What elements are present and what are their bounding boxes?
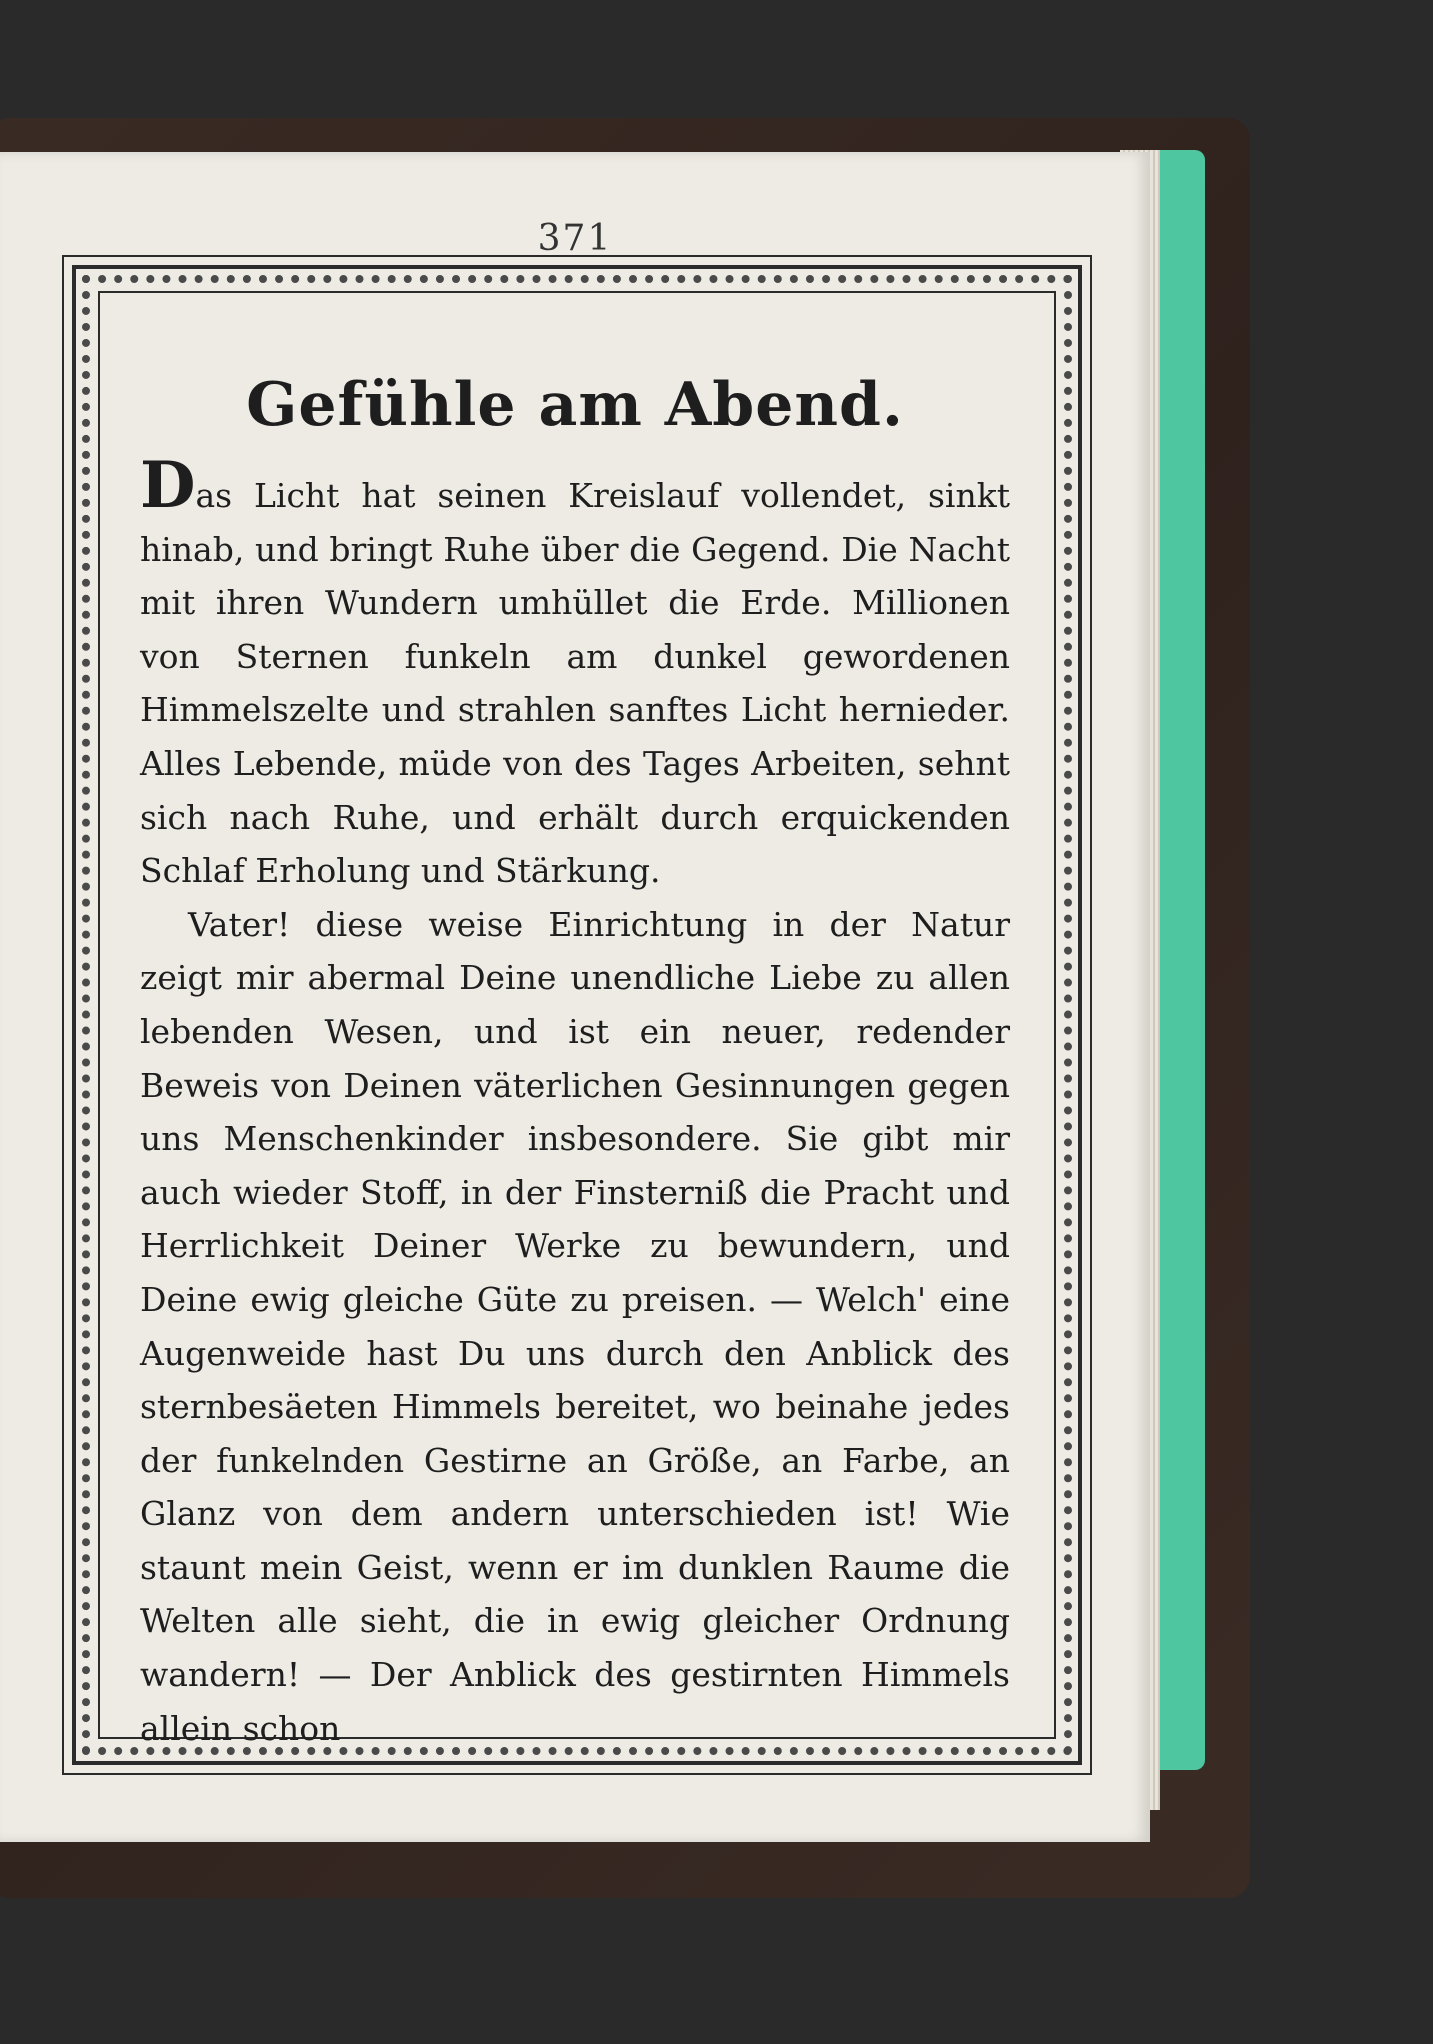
drop-cap: D: [140, 448, 196, 523]
page-number: 371: [537, 218, 613, 259]
paragraph-2: Vater! diese weise Einrichtung in der Natur zeigt mir abermal Deine unendliche Liebe zu allen lebenden Wesen, und ist ein neuer, redender Beweis von Deinen väterlichen Gesinnungen gegen uns Menschenkinder insbesondere. Sie gibt mir auch wieder Stoff, in der Finsterniß die Pracht und Herrlichkeit Deiner Werke zu bewundern, und Deine ewig gleiche Güte zu preisen. — Welch' eine Augenweide hast Du uns durch den Anblick des sternbesäeten Himmels bereitet, wo beinahe jedes der funkelnden Gestirne an Größe, an Farbe, an Glanz von dem andern unterschieden ist! Wie staunt mein Geist, wenn er im dunklen Raume die Welten alle sieht, die in ewig gleicher Ordnung wandern! — Der Anblick des gestirnten Himmels allein schon: [140, 904, 1010, 1748]
paragraph-1: [140, 448, 1010, 898]
paragraph-1-text: as Licht hat seinen Kreislauf vollendet, sinkt hinab, und bringt Ruhe über die Gegend. Die Nacht mit ihren Wundern umhüllet die Erde. Millionen von Sternen funkeln am dunkel gewordenen Himmelszelte und strahlen sanftes Licht hernieder. Alles Lebende, müde von des Tages Arbeiten, sehnt sich nach Ruhe, und erhält durch erquickenden Schlaf Erholung und Stärkung.: [140, 476, 1010, 891]
page-title: Gefühle am Abend.: [246, 370, 904, 440]
page-content: [140, 370, 1010, 1755]
